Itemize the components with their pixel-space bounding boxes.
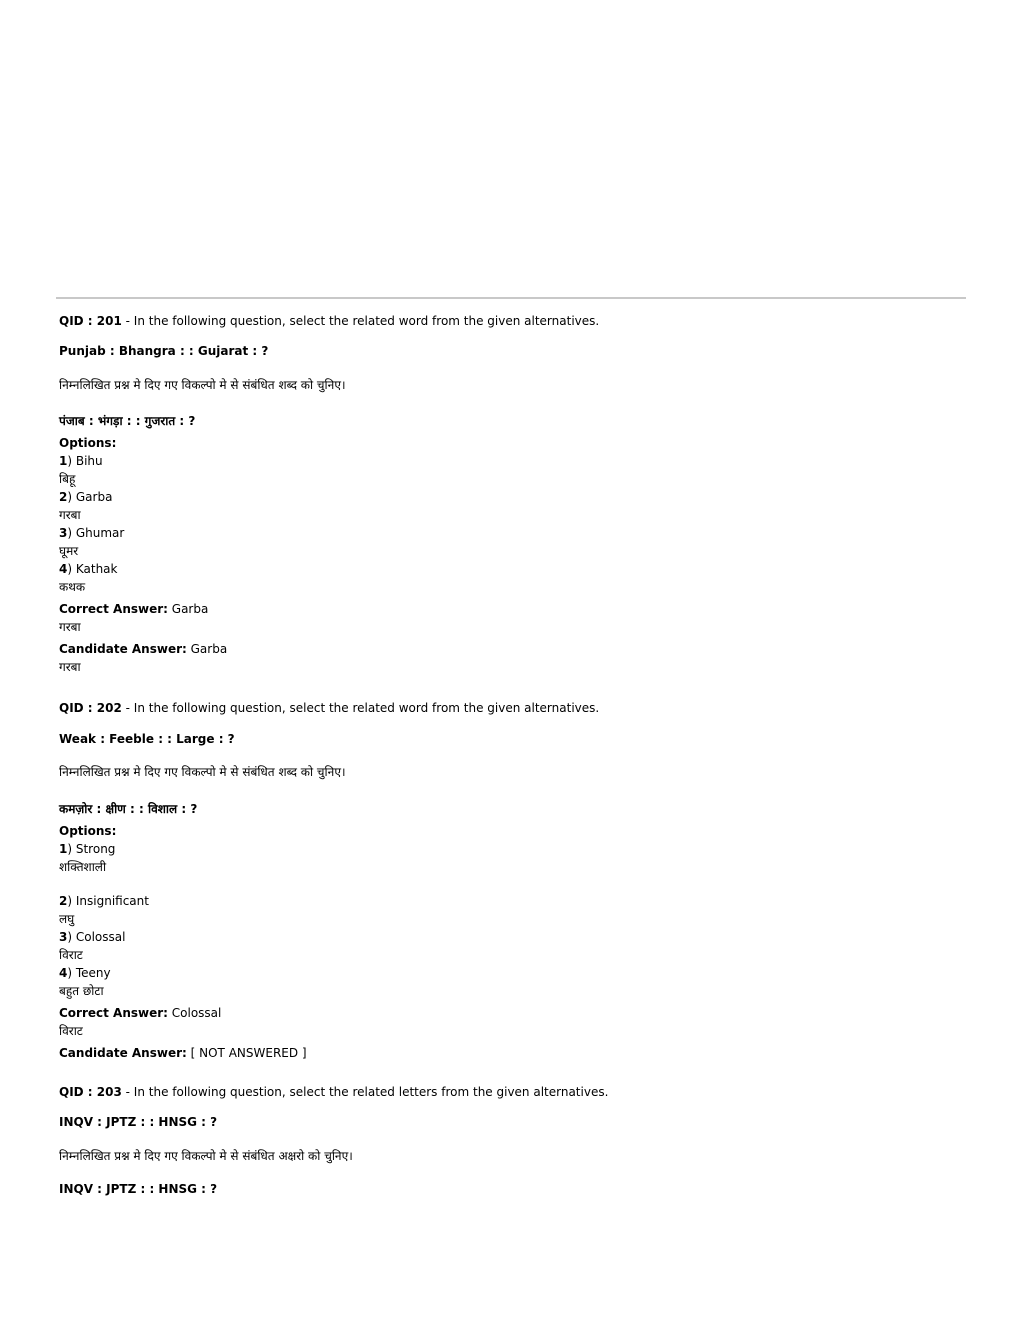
option-1-hi: बिहू xyxy=(59,472,76,486)
correct-answer: Correct Answer: Colossal xyxy=(59,1006,222,1020)
option-4-hi: कथक xyxy=(59,580,86,594)
question-201 xyxy=(59,312,959,676)
qid-label: QID : 202 xyxy=(59,701,122,715)
option-4: 4) Teeny xyxy=(59,966,111,980)
option-1-hi: शक्तिशाली xyxy=(59,860,107,874)
option-1: 1) Bihu xyxy=(59,454,103,468)
candidate-answer: Candidate Answer: [ NOT ANSWERED ] xyxy=(59,1046,307,1060)
option-3: 3) Ghumar xyxy=(59,526,125,540)
qid-label: QID : 201 xyxy=(59,314,122,328)
question-header xyxy=(59,1083,959,1101)
correct-answer-hi: विराट xyxy=(59,1024,83,1038)
question-stem-hi: कमज़ोर : क्षीण : : विशाल : ? xyxy=(59,802,198,816)
options-label: Options: xyxy=(59,436,117,450)
option-3-hi: विराट xyxy=(59,948,83,962)
correct-answer-hi: गरबा xyxy=(59,620,81,634)
option-2: 2) Garba xyxy=(59,490,113,504)
question-instruction: - In the following question, select the related letters from the given alternatives. xyxy=(121,1085,609,1099)
question-instruction-hi: निम्नलिखित प्रश्न मे दिए गए विकल्पो मे से संबंधित शब्द को चुनिए। xyxy=(59,378,346,392)
candidate-answer: Candidate Answer: Garba xyxy=(59,642,228,656)
question-stem-en: INQV : JPTZ : : HNSG : ? xyxy=(59,1115,218,1129)
option-3-hi: घूमर xyxy=(59,544,79,558)
question-instruction-hi: निम्नलिखित प्रश्न मे दिए गए विकल्पो मे से संबंधित अक्षरो को चुनिए। xyxy=(59,1149,353,1163)
question-stem-hi: पंजाब : भंगड़ा : : गुजरात : ? xyxy=(59,414,196,428)
question-203 xyxy=(59,1083,959,1198)
option-3: 3) Colossal xyxy=(59,930,126,944)
question-header xyxy=(59,312,959,330)
page-divider xyxy=(56,297,966,299)
question-stem-en: Weak : Feeble : : Large : ? xyxy=(59,732,235,746)
options-label: Options: xyxy=(59,824,117,838)
option-2-hi: गरबा xyxy=(59,508,81,522)
question-202 xyxy=(59,699,959,1062)
option-4-hi: बहुत छोटा xyxy=(59,984,104,998)
option-2: 2) Insignificant xyxy=(59,894,149,908)
option-1: 1) Strong xyxy=(59,842,116,856)
option-4: 4) Kathak xyxy=(59,562,118,576)
correct-answer: Correct Answer: Garba xyxy=(59,602,209,616)
candidate-answer-hi: गरबा xyxy=(59,660,81,674)
question-header xyxy=(59,699,959,717)
question-instruction: - In the following question, select the related word from the given alternatives. xyxy=(121,314,600,328)
question-instruction-hi: निम्नलिखित प्रश्न मे दिए गए विकल्पो मे से संबंधित शब्द को चुनिए। xyxy=(59,765,346,779)
qid-label: QID : 203 xyxy=(59,1085,122,1099)
question-stem-hi: INQV : JPTZ : : HNSG : ? xyxy=(59,1182,218,1196)
question-instruction: - In the following question, select the related word from the given alternatives. xyxy=(121,701,600,715)
question-list xyxy=(59,312,959,1198)
question-stem-en: Punjab : Bhangra : : Gujarat : ? xyxy=(59,344,269,358)
option-2-hi: लघु xyxy=(59,912,75,926)
